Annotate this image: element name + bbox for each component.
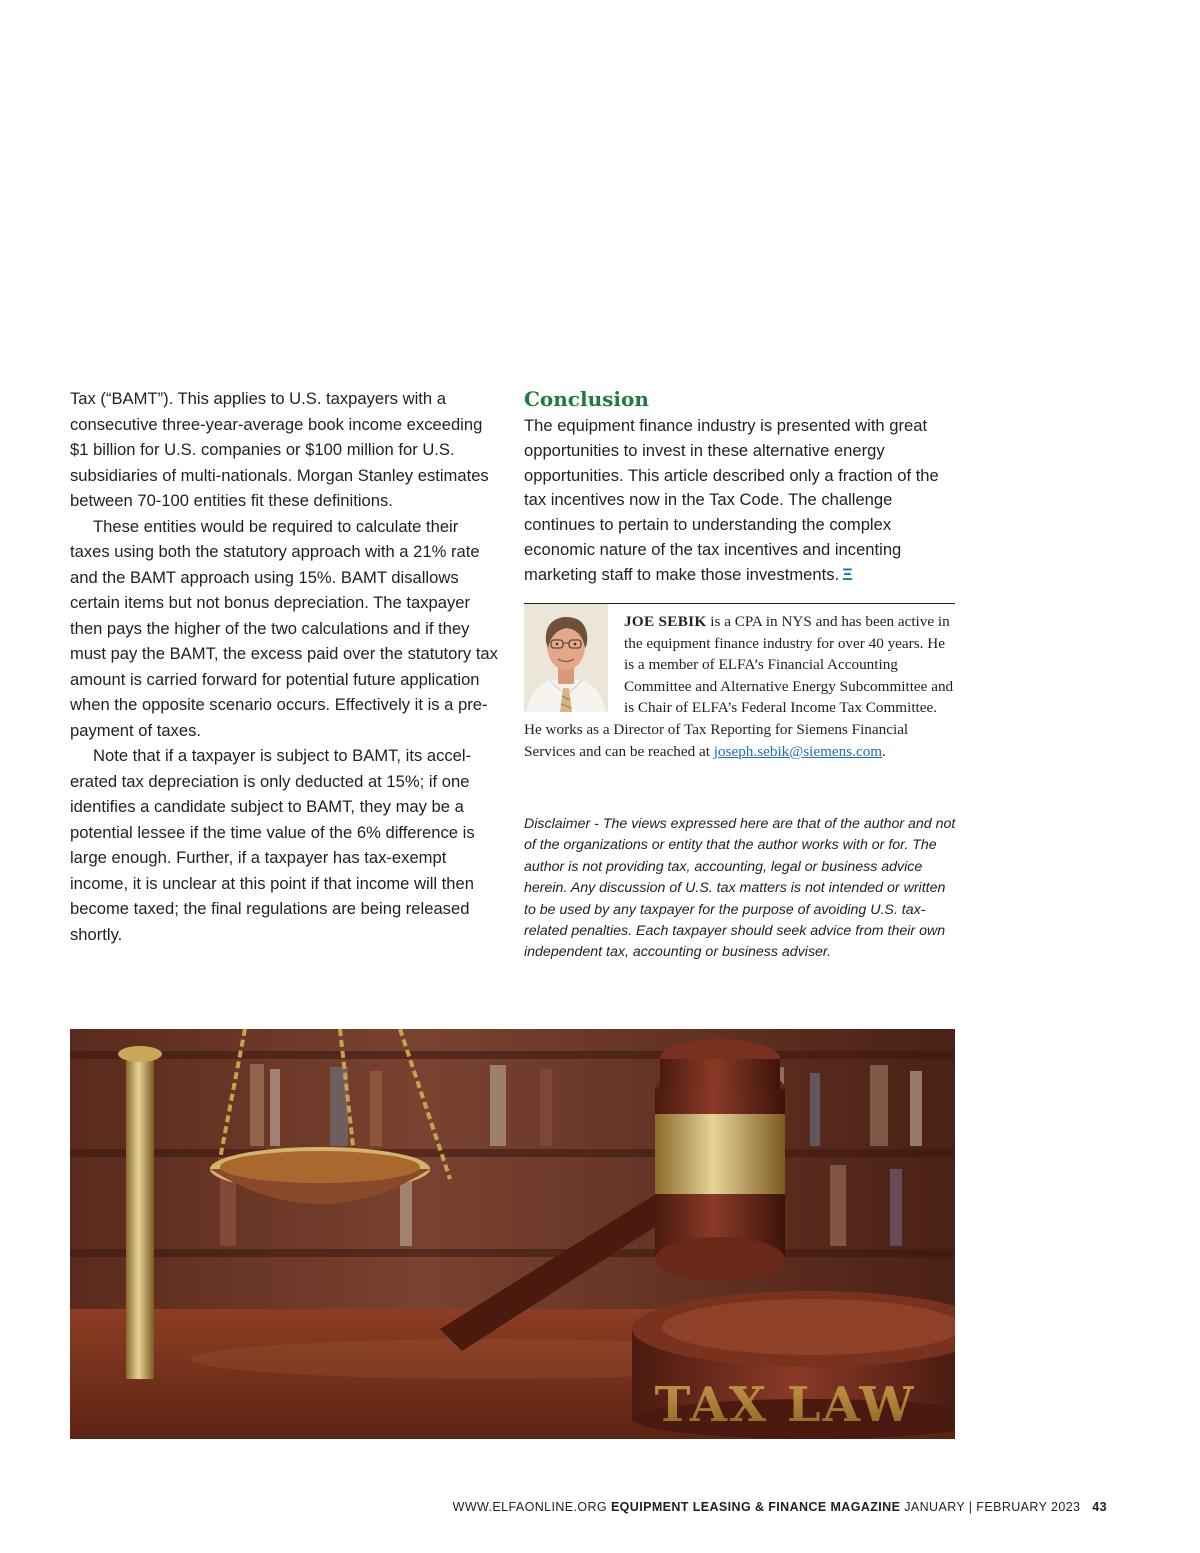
conclusion-paragraph (524, 414, 955, 588)
left-column (70, 386, 500, 947)
footer-issue-date: JANUARY | FEBRUARY 2023 (904, 1500, 1081, 1514)
tax-law-engraving: TAX LAW (654, 1377, 916, 1433)
page-footer (453, 1500, 1107, 1514)
footer-website: WWW.ELFAONLINE.ORG (452, 1500, 608, 1514)
section-heading: Conclusion (524, 387, 649, 411)
conclusion-section (524, 386, 955, 588)
author-name: JOE SEBIK (624, 613, 707, 630)
body-paragraph: Tax (“BAMT”). This applies to U.S. taxpayers with a consecutive three-year-average book income exceeding $1 billion for U.S. companies or $100 million for U.S. subsidiaries of multi-nationals. Morgan Stanley estimates between 70-100 entities fit these definitions. (70, 389, 489, 510)
page-number: 43 (1092, 1500, 1107, 1514)
body-paragraph: Note that if a taxpayer is subject to BAMT, its accelerated tax depreciation is only deducted at 15%; if one identifies a candidate subject to BAMT, they may be a potential lessee if the time value of the 6% difference is large enough. Further, if a taxpayer has tax-exempt income, it is unclear at this point if that income will then become taxed; the final regulations are being released shortly. (70, 746, 475, 944)
footer-magazine-title: EQUIPMENT LEASING & FINANCE MAGAZINE (610, 1500, 901, 1514)
author-bio-text: is a CPA in NYS and has been active in the equipment finance industry for over 40 years. He is a member of ELFA’s Financial Accounting Committee and Alternative Energy Subcommittee and is Chair of ELFA’s Federal Income Tax Committee. He works as a Director of Tax Reporting for Siemens Financial Services and can be reached at (524, 613, 954, 760)
author-bio-trailing: . (882, 742, 886, 760)
author-email-link[interactable]: joseph.sebik@siemens.com (713, 742, 883, 760)
end-of-article-icon: Ξ (842, 564, 853, 584)
disclaimer: Disclaimer - The views expressed here are that of the author and not of the organizations or entity that the author works with or for. The author is not providing tax, accounting, legal or business advice herein. Any discussion of U.S. tax matters is not intended or written to be used by any taxpayer for the purpose of avoiding U.S. tax-related penalties. Each taxpayer should seek advice from their own independent tax, accounting or business adviser. (524, 816, 956, 961)
photo-spacer (524, 611, 624, 716)
body-paragraph: These entities would be required to calculate their taxes using both the statutory approach with a 21% rate and the BAMT approach using 15%. BAMT disallows certain items but not bonus depreciation. The taxpayer then pays the higher of the two calculations and if they must pay the BAMT, the excess paid over the statutory tax amount is carried forward for potential future application when the opposite scenario occurs. Effectively it is a pre-payment of taxes. (70, 516, 498, 740)
conclusion-text: The equipment finance industry is presented with great opportunities to invest in these alternative energy opportunities. This article described only a fraction of the tax incentives now in the Tax Code. The challenge continues to pertain to understanding the complex economic nature of the tax incentives and incenting marketing staff to make those investments. (524, 416, 939, 584)
gavel-and-scales-image (70, 1029, 955, 1439)
author-bio (524, 611, 955, 762)
